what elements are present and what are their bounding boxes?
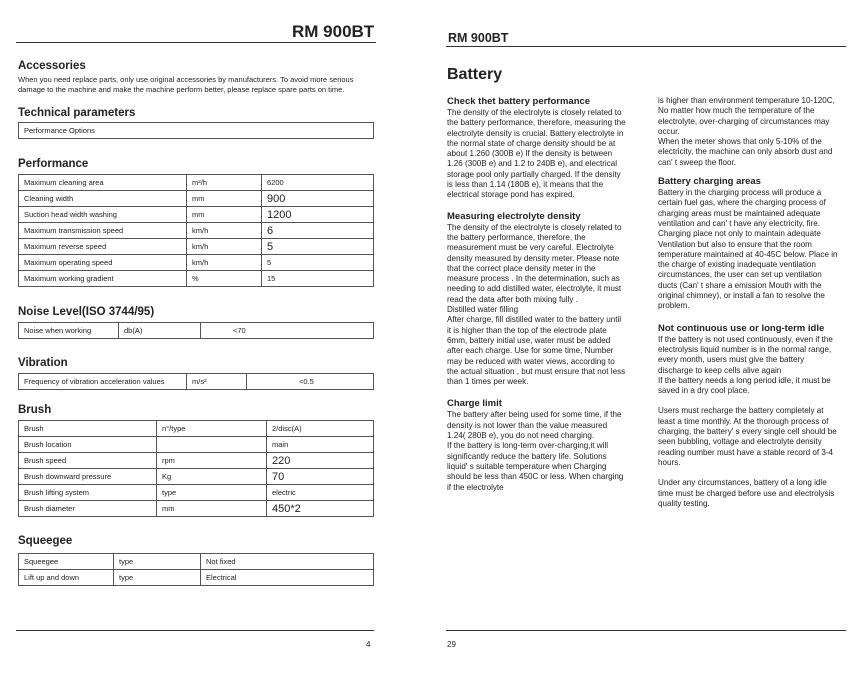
paragraph: Users must recharge the battery completely at least a time monthly. At the thorough process of charging, the battery' s every single cell should be seen bubbling, voltage and electrolyte density reading number must have a stable record of 3-4 hours.	[658, 406, 837, 467]
table-cell: km/h	[187, 255, 262, 271]
performance-table	[18, 174, 374, 287]
noise-table	[18, 322, 374, 339]
paragraph: Distilled water filling	[447, 305, 519, 315]
table-cell: type	[157, 485, 267, 501]
table-cell: Maximum transmission speed	[19, 223, 187, 239]
table-cell: Cleaning width	[19, 191, 187, 207]
table-row	[19, 453, 374, 469]
table-cell: 15	[262, 271, 374, 287]
text-column-1	[447, 96, 627, 493]
noise-heading: Noise Level(ISO 3744/95)	[18, 306, 155, 318]
table-cell: 450*2	[267, 501, 374, 517]
table-cell: 900	[262, 191, 374, 207]
page-number: 29	[447, 640, 456, 649]
table-cell: Maximum working gradient	[19, 271, 187, 287]
table-cell: mm	[157, 501, 267, 517]
table-cell: Brush	[19, 421, 157, 437]
table-row	[19, 323, 374, 339]
table-cell: <70	[201, 323, 374, 339]
footer-rule	[446, 630, 846, 631]
table-cell: mm	[187, 207, 262, 223]
right-page	[430, 0, 860, 688]
section-heading: Charge limit	[447, 398, 502, 410]
table-row	[19, 191, 374, 207]
vibration-heading: Vibration	[18, 357, 68, 369]
paragraph: Under any circumstances, battery of a long idle time must be charged before use and electrolysis quality testing.	[658, 478, 835, 508]
table-cell: Brush diameter	[19, 501, 157, 517]
table-cell: main	[267, 437, 374, 453]
table-cell: 2/disc(A)	[267, 421, 374, 437]
technical-table	[18, 122, 374, 139]
paragraph: When the meter shows that only 5-10% of the electricity, the machine can only absorb dust and can' t sweep the floor.	[658, 137, 833, 167]
paragraph: After charge, fill distilled water to the battery until it is higher than the top of the electrode plate 6mm, battery initial use, water must be added after each charge. Use for some time, Number may be reduced with water views, according to the actual situation , but must ensure that not less than 1 times per week.	[447, 315, 626, 387]
page-title: Battery	[447, 66, 503, 83]
table-row	[19, 374, 374, 390]
table-cell: Kg	[157, 469, 267, 485]
table-cell: m²/h	[187, 175, 262, 191]
table-cell: type	[114, 570, 201, 586]
table-cell: m/s²	[187, 374, 247, 390]
table-cell: Noise when working	[19, 323, 119, 339]
table-cell: 70	[267, 469, 374, 485]
table-cell: 1200	[262, 207, 374, 223]
table-cell: rpm	[157, 453, 267, 469]
squeegee-heading: Squeegee	[18, 535, 73, 547]
section-heading: Check thet battery performance	[447, 96, 591, 107]
model-title: RM 900BT	[448, 31, 509, 45]
brush-heading: Brush	[18, 404, 52, 416]
table-cell: 220	[267, 453, 374, 469]
table-cell: Lift up and down	[19, 570, 114, 586]
table-cell: n°/type	[157, 421, 267, 437]
table-row	[19, 271, 374, 287]
vibration-table	[18, 373, 374, 390]
table-row	[19, 501, 374, 517]
table-cell: %	[187, 271, 262, 287]
table-cell: 5	[262, 255, 374, 271]
table-cell: Maximum cleaning area	[19, 175, 187, 191]
table-cell: km/h	[187, 239, 262, 255]
table-cell: db(A)	[119, 323, 201, 339]
model-title: RM 900BT	[292, 22, 375, 41]
table-row	[19, 421, 374, 437]
table-cell: <0.5	[247, 374, 374, 390]
text-column-2	[658, 96, 838, 509]
table-cell: Squeegee	[19, 554, 114, 570]
accessories-text: When you need replace parts, only use original accessories by manufacturers. To avoid more serious damage to the machine and make the machine perform better, please replace spare parts on time.	[18, 75, 354, 94]
table-cell: Brush downward pressure	[19, 469, 157, 485]
paragraph: is higher than environment temperature 10-120C, No matter how much the temperature of the electrolyte, over-charging of circumstances may occur.	[658, 96, 835, 136]
table-cell: Brush lifting system	[19, 485, 157, 501]
table-cell: Brush speed	[19, 453, 157, 469]
paragraph: The battery after being used for some time, if the density is not lower than the value measured 1.24( 280B e), you do not need charging.	[447, 410, 622, 441]
table-row	[19, 469, 374, 485]
table-row	[19, 437, 374, 453]
table-cell: Maximum reverse speed	[19, 239, 187, 255]
paragraph: If the battery needs a long period idle, it must be saved in a dry cool place.	[658, 375, 831, 396]
table-row	[19, 485, 374, 501]
squeegee-table	[18, 553, 374, 586]
table-cell: Not fixed	[201, 554, 374, 570]
paragraph: The density of the electrolyte is closely related to the battery performance, therefore, the measurement must be very careful. Electrolyte density measured by density meter. Please note that the correct place density meter in the measure process . In the determination, such as needing to add distilled water, electrolyte, it must read the data after both mixing fully .	[447, 222, 622, 304]
technical-row: Performance Options	[19, 123, 374, 139]
table-row	[19, 223, 374, 239]
paragraph: If the battery is long-term over-charging,it will significantly reduce the battery life. Solutions liquid' s suitable temperature when Charging should be less than 450C or less. When charging if the electrolyte	[447, 441, 624, 492]
header-rule	[446, 46, 846, 47]
section-heading: Not continuous use or long-term idle	[658, 322, 825, 334]
table-cell: mm	[187, 191, 262, 207]
table-cell: electric	[267, 485, 374, 501]
section-heading: Battery charging areas	[658, 176, 761, 188]
page-number: 4	[366, 640, 371, 649]
table-row	[19, 570, 374, 586]
table-cell: Brush location	[19, 437, 157, 453]
paragraph: If the battery is not used continuously, even if the electrolysis liquid number is in the normal range, every month, users must give the battery discharge to keep cells alive again	[658, 334, 833, 375]
performance-heading: Performance	[18, 158, 89, 170]
table-row	[19, 207, 374, 223]
table-row	[19, 554, 374, 570]
table-row	[19, 239, 374, 255]
table-cell: Maximum operating speed	[19, 255, 187, 271]
paragraph: The density of the electrolyte is closely related to the battery performance, therefore, measuring the electrolyte density is crucial. Battery electrolyte in the normal state of charge density should be at about 1.260 (300B e) If the density is between 1.26 (300B e) and 1.2 to 240B e), and electrical storage pool only partially charged. If the density is less than 1.14 (180B e), it means that the electrical storage pond has expired.	[447, 108, 626, 200]
table-cell: 6	[262, 223, 374, 239]
table-cell: km/h	[187, 223, 262, 239]
accessories-heading: Accessories	[18, 60, 86, 72]
header-rule	[16, 42, 376, 43]
section-heading: Measuring electrolyte density	[447, 210, 581, 222]
brush-table	[18, 420, 374, 517]
table-cell: type	[114, 554, 201, 570]
table-row	[19, 175, 374, 191]
table-cell: Suction head width washing	[19, 207, 187, 223]
table-cell: Frequency of vibration acceleration values	[19, 374, 187, 390]
footer-rule	[16, 630, 374, 631]
paragraph: Battery in the charging process will produce a certain fuel gas, where the charging process of charging areas must be maintained adequate ventilation and can' t have any electricity, fire. Charging place not only to maintain adequate Ventilation but also to ensure that the room temperature maintained at 40-45C below. Place in the charge of existing inadequate ventilation circumstances, the user can set up ventilation ducts (Can' t share a emission Mouth with the original chimney), or install a fan to resolve the problem.	[658, 188, 838, 311]
table-cell: 5	[262, 239, 374, 255]
table-cell: 6200	[262, 175, 374, 191]
table-row	[19, 255, 374, 271]
table-cell	[157, 437, 267, 453]
table-cell: Electrical	[201, 570, 374, 586]
technical-heading: Technical parameters	[18, 107, 136, 119]
